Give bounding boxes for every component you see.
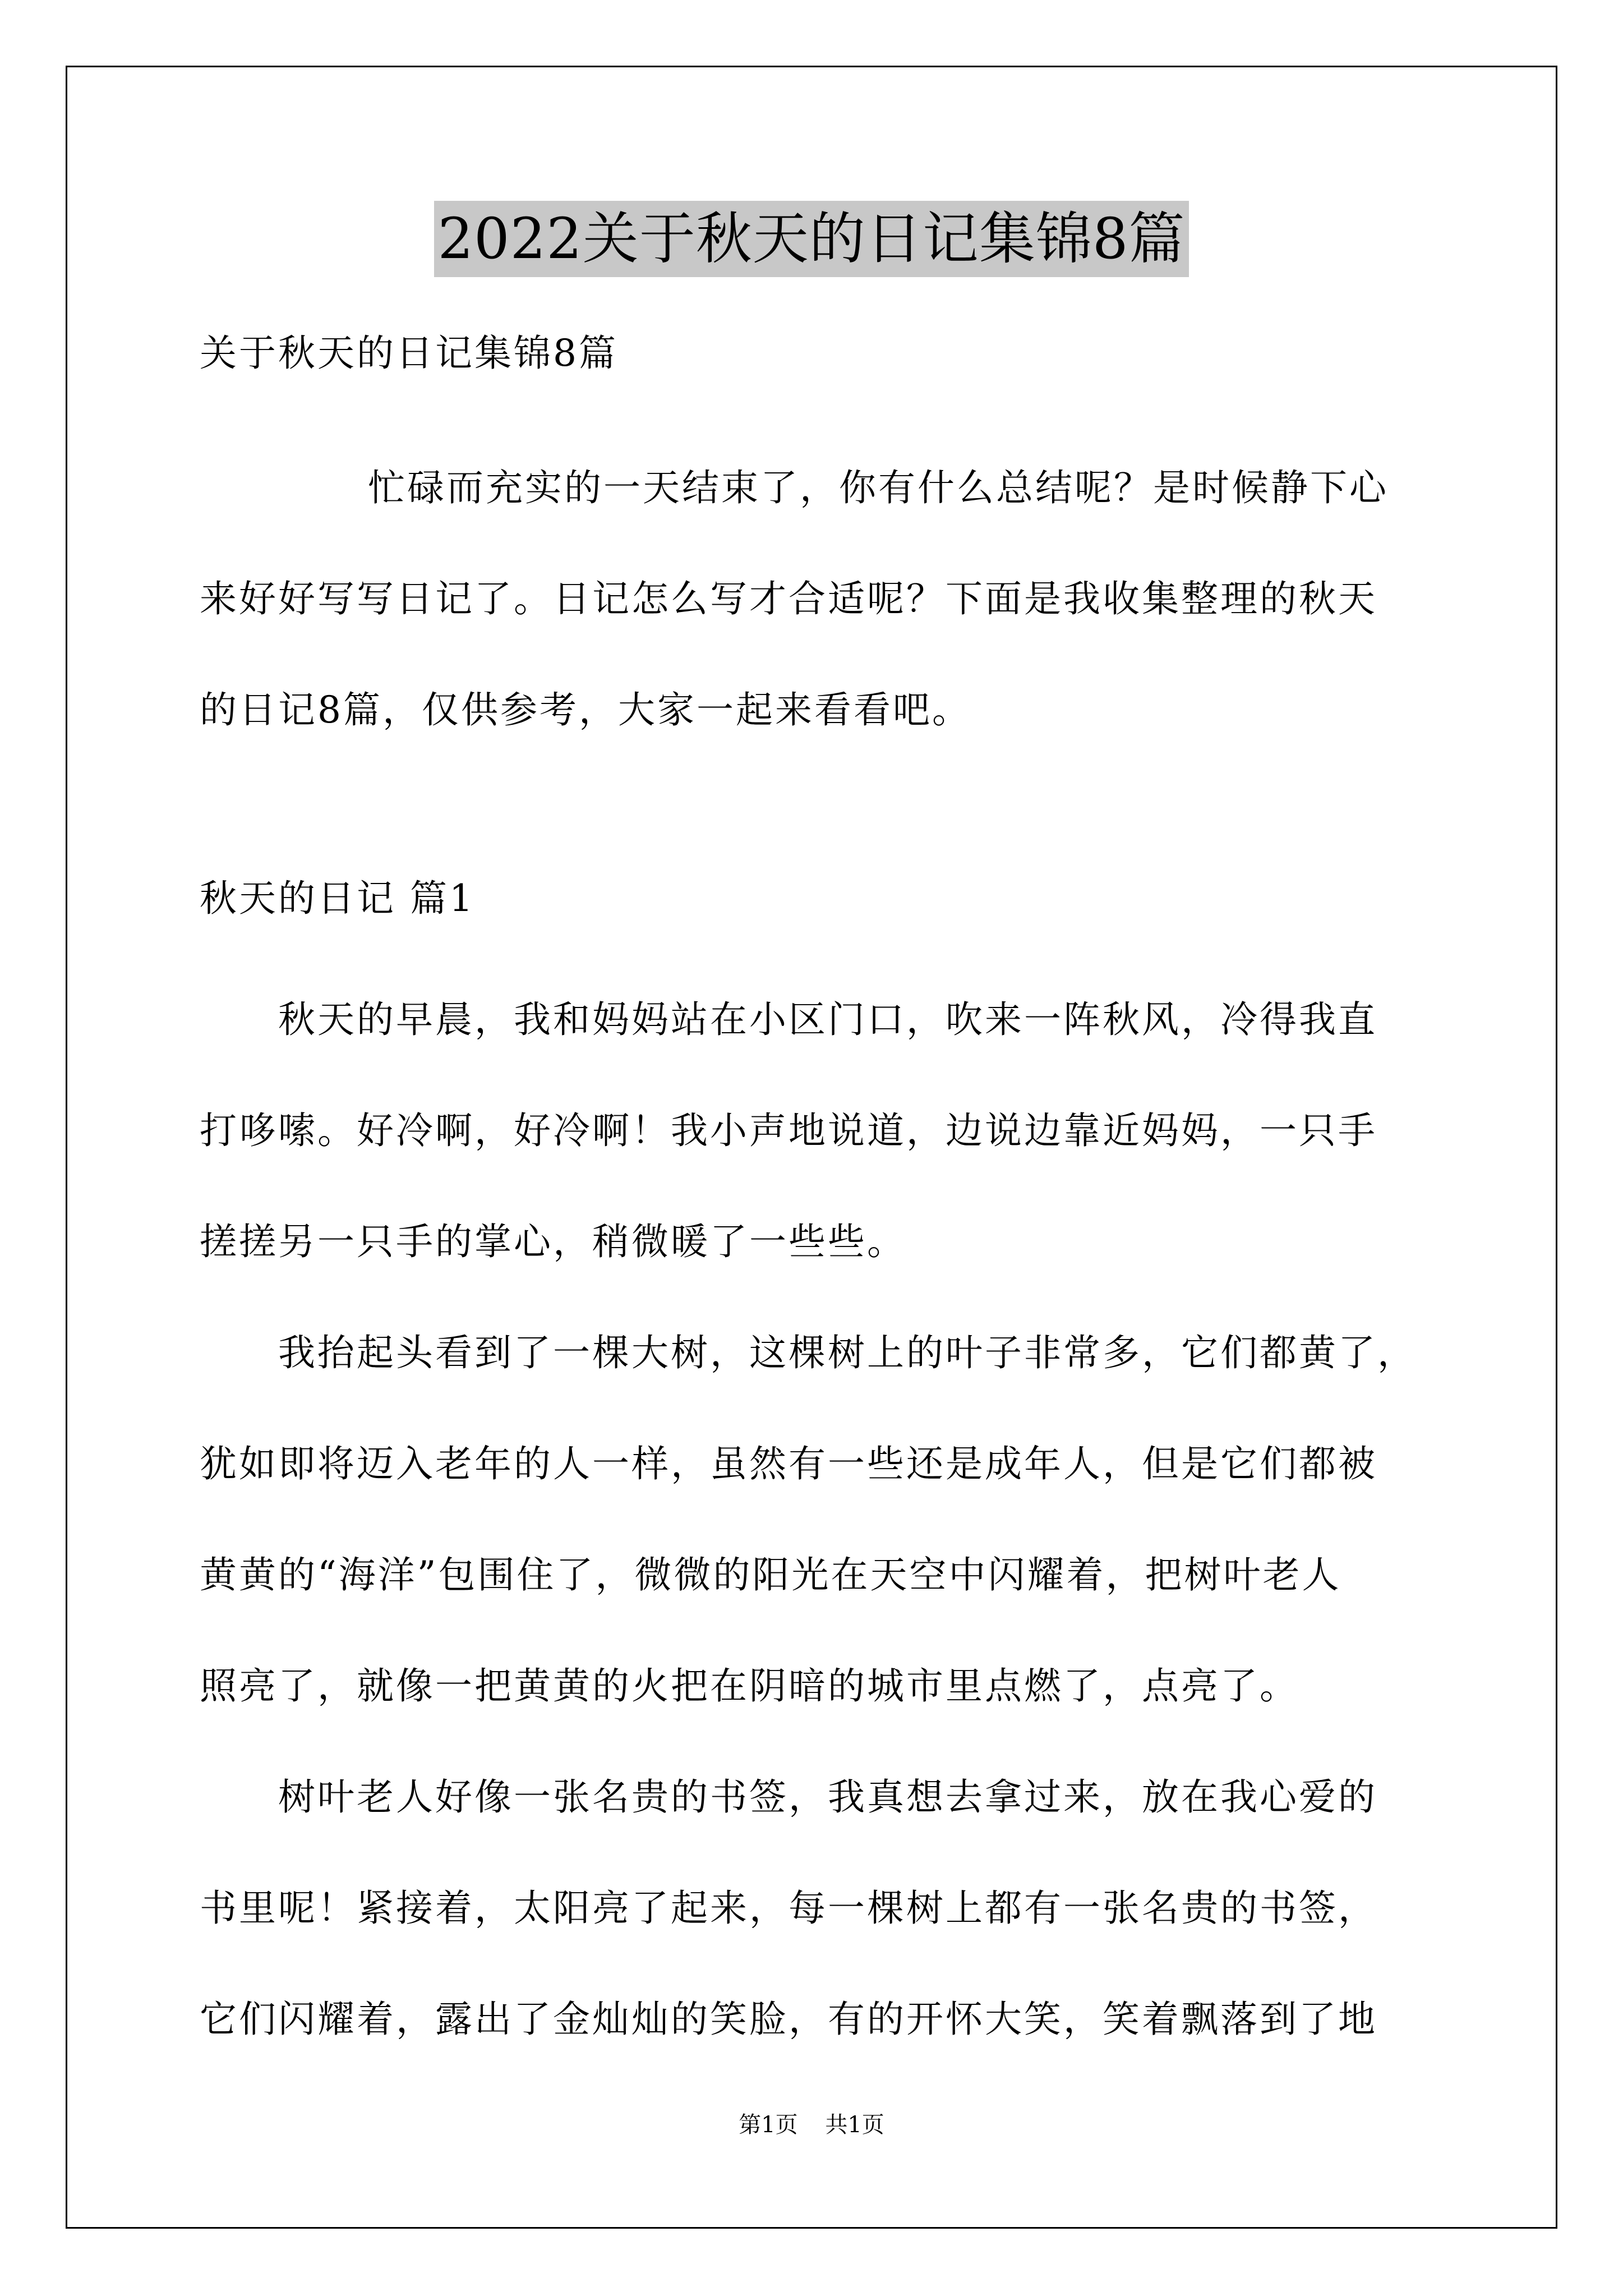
paragraph-line: 照亮了，就像一把黄黄的火把在阴暗的城市里点燃了，点亮了。 <box>200 1664 1299 1708</box>
page-footer <box>0 2108 1623 2142</box>
paragraph-line: 黄黄的“海洋”包围住了，微微的阳光在天空中闪耀着，把树叶老人 <box>200 1553 1341 1596</box>
page-total: 共1页 <box>825 2112 884 2138</box>
intro-line: 的日记8篇，仅供参考，大家一起来看看吧。 <box>200 688 971 731</box>
paragraph-line: 搓搓另一只手的掌心，稍微暖了一些些。 <box>200 1220 906 1263</box>
paragraph-line: 树叶老人好像一张名贵的书签，我真想去拿过来，放在我心爱的 <box>278 1775 1377 1819</box>
subtitle: 关于秋天的日记集锦8篇 <box>200 332 618 375</box>
paragraph-line: 它们闪耀着，露出了金灿灿的笑脸，有的开怀大笑，笑着飘落到了地 <box>200 1998 1377 2041</box>
paragraph-line: 书里呢！紧接着，太阳亮了起来，每一棵树上都有一张名贵的书签， <box>200 1887 1377 1930</box>
document-title: 2022关于秋天的日记集锦8篇 <box>434 201 1188 277</box>
intro-line: 来好好写写日记了。日记怎么写才合适呢？下面是我收集整理的秋天 <box>200 577 1377 620</box>
paragraph-line: 打哆嗦。好冷啊，好冷啊！我小声地说道，边说边靠近妈妈，一只手 <box>200 1109 1377 1152</box>
paragraph-line: 秋天的早晨，我和妈妈站在小区门口，吹来一阵秋风，冷得我直 <box>278 998 1377 1041</box>
title-container <box>0 201 1623 277</box>
intro-line: 忙碌而充实的一天结束了，你有什么总结呢？是时候静下心 <box>368 466 1389 509</box>
page-number: 第1页 <box>739 2112 798 2138</box>
section-heading: 秋天的日记 篇1 <box>200 877 475 920</box>
paragraph-line: 犹如即将迈入老年的人一样，虽然有一些还是成年人，但是它们都被 <box>200 1442 1377 1485</box>
paragraph-line: 我抬起头看到了一棵大树，这棵树上的叶子非常多，它们都黄了， <box>278 1331 1417 1374</box>
